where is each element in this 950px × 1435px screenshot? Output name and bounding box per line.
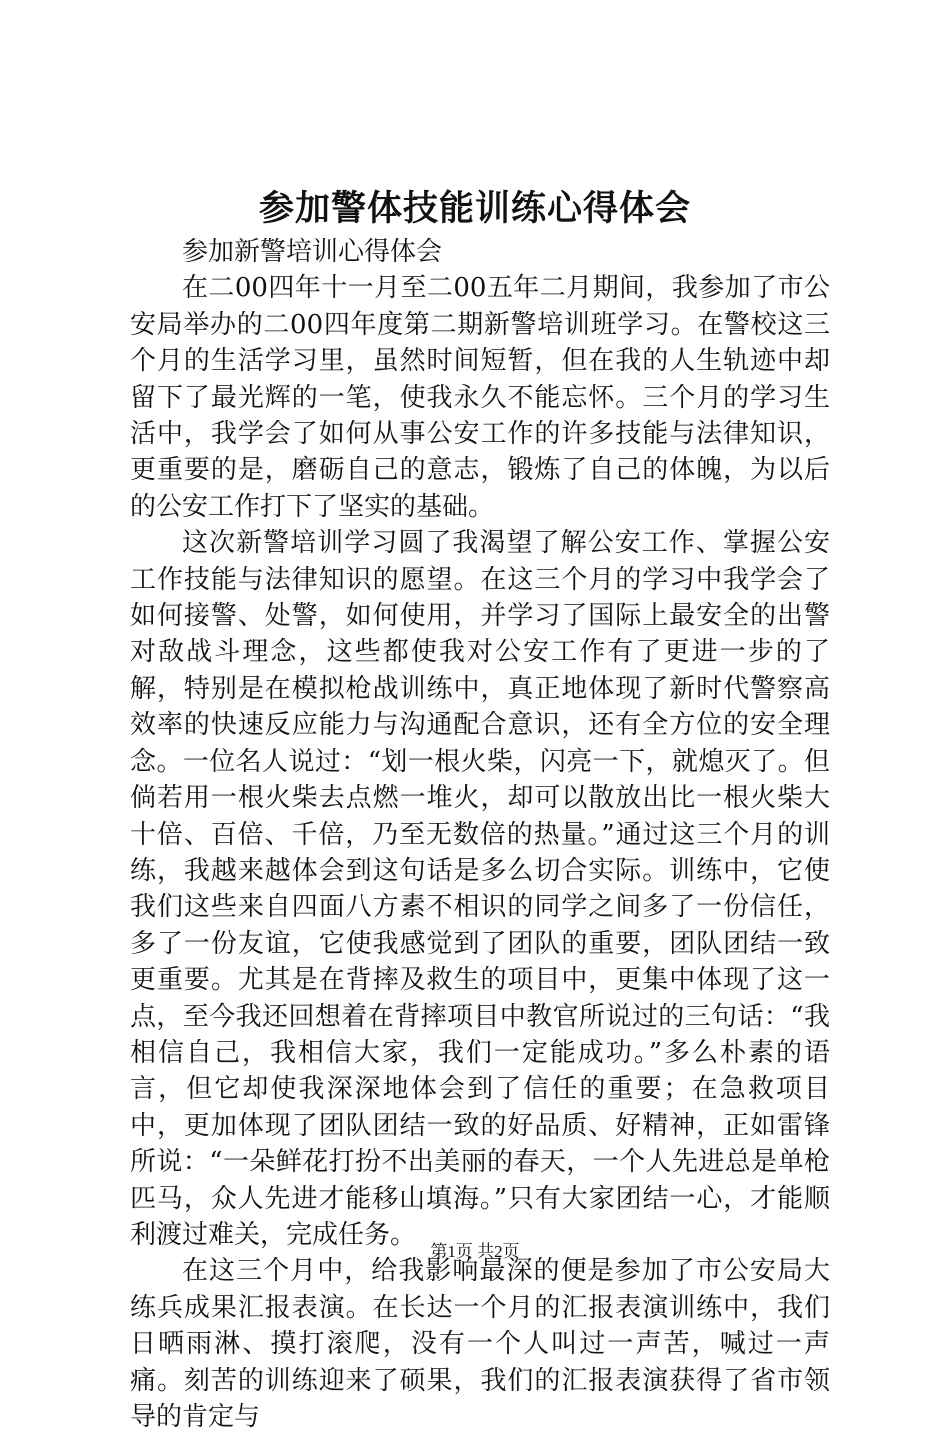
document-subtitle: 参加新警培训心得体会 xyxy=(182,237,443,267)
document-title: 参加警体技能训练心得体会 xyxy=(258,188,691,229)
body-paragraph-3: 在这三个月中，给我影响最深的便是参加了市公安局大练兵成果汇报表演。在长达一个月的汇报表演训练中，我们日晒雨淋、摸打滚爬，没有一个人叫过一声苦，喊过一声痛。刻苦的训练迎来了硕果，我们的汇报表演获得了省市领导的肯定与 xyxy=(130,1256,830,1432)
page-footer: 第1页 共2页 xyxy=(430,1242,520,1261)
body-paragraph-1: 在二00四年十一月至二00五年二月期间，我参加了市公安局举办的二00四年度第二期新警培训班学习。在警校这三个月的生活学习里，虽然时间短暂，但在我的人生轨迹中却留下了最光辉的一笔，使我永久不能忘怀。三个月的学习生活中，我学会了如何从事公安工作的许多技能与法律知识，更重要的是，磨砺自己的意志，锻炼了自己的体魄，为以后的公安工作打下了坚实的基础。 xyxy=(130,273,830,522)
body-paragraph-2: 这次新警培训学习圆了我渴望了解公安工作、掌握公安工作技能与法律知识的愿望。在这三个月的学习中我学会了如何接警、处警，如何使用，并学习了国际上最安全的出警对敌战斗理念，这些都使我对公安工作有了更进一步的了解，特别是在模拟枪战训练中，真正地体现了新时代警察高效率的快速反应能力与沟通配合意识，还有全方位的安全理念。一位名人说过：“划一根火柴，闪亮一下，就熄灭了。但倘若用一根火柴去点燃一堆火，却可以散放出比一根火柴大十倍、百倍、千倍，乃至无数倍的热量。”通过这三个月的训练，我越来越体会到这句话是多么切合实际。训练中，它使我们这些来自四面八方素不相识的同学之间多了一份信任，多了一份友谊，它使我感觉到了团队的重要，团队团结一致更重要。尤其是在背摔及救生的项目中，更集中体现了这一点，至今我还回想着在背摔项目中教官所说过的三句话：“我相信自己，我相信大家，我们一定能成功。”多么朴素的语言，但它却使我深深地体会到了信任的重要；在急救项目中，更加体现了团队团结一致的好品质、好精神，正如雷锋所说：“一朵鲜花打扮不出美丽的春天，一个人先进总是单枪匹马，众人先进才能移山填海。”只有大家团结一心，才能顺利渡过难关，完成任务。 xyxy=(130,528,830,1250)
